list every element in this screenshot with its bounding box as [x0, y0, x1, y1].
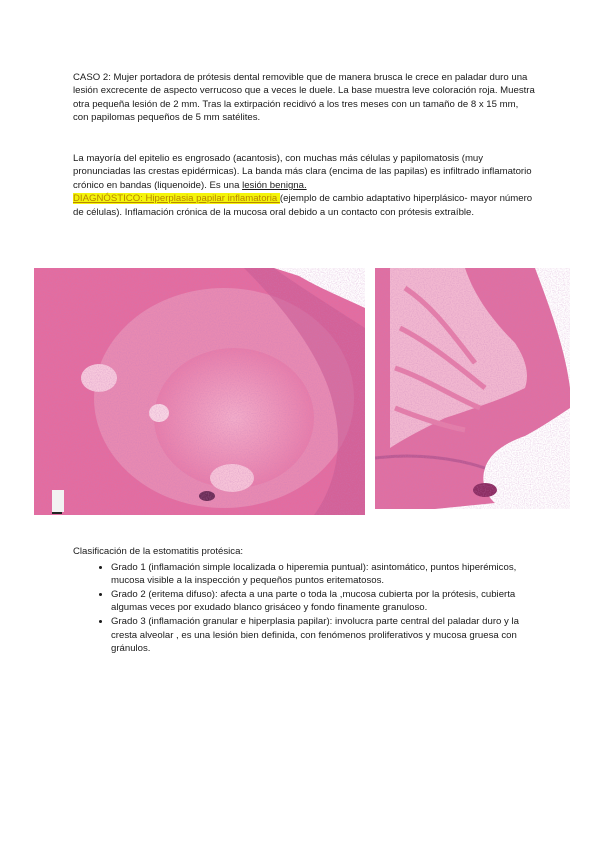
histology-image-left	[34, 268, 365, 515]
scale-marker	[52, 490, 64, 512]
case-description: CASO 2: Mujer portadora de prótesis dental removible que de manera brusca le crece en paladar duro una lesión excrecente de aspecto verrucoso que a veces le duele. La base muestra leve coloración roja. Muestra otra pequeña lesión de 2 mm. Tras la extirpación recidivó a los tres meses con un tamaño de 8 x 15 mm, con papilomas pequeños de 5 mm satélites.	[73, 72, 535, 124]
diagnosis-label: DIAGNÓSTICO: Hiperplasia papilar inflamatoria	[73, 193, 280, 205]
scale-bar	[52, 512, 62, 514]
case-findings	[73, 152, 535, 219]
list-item: • Grado 3 (inflamación granular e hiperplasia papilar): involucra parte central del paladar duro y la cresta alveolar , es una lesión bien definida, con fenómenos proliferativos y mucosa gruesa con gránulos.	[111, 615, 543, 656]
classification-list	[73, 561, 543, 656]
benign-label: lesión benigna.	[242, 179, 307, 191]
findings-text: La mayoría del epitelio es engrosado (acantosis), con muchas más células y papilomatosis (muy pronunciadas las crestas epidérmicas). La banda más clara (encima de las papilas) es infiltrado inflamatorio crónico en bandas (liquenoide). Es una	[73, 153, 532, 191]
classification-title: Clasificación de la estomatitis protésica:	[73, 546, 244, 557]
classification-section	[73, 545, 543, 656]
list-item: • Grado 1 (inflamación simple localizada o hiperemia puntual): asintomático, puntos hiperémicos, mucosa visible a la inspección y pequeños puntos eritematosos.	[111, 561, 543, 588]
list-item: • Grado 2 (eritema difuso): afecta a una parte o toda la ,mucosa cubierta por la prótesis, cubierta algumas veces por exudado blanco grisáceo y fondo finamente granuloso.	[111, 588, 543, 615]
histology-image-right	[375, 268, 570, 509]
diagnosis-text: (ejemplo de cambio adaptativo hiperplásico- mayor número de células). Inflamación crónica de la mucosa oral debido a un contacto con prótesis extraíble.	[73, 193, 533, 218]
